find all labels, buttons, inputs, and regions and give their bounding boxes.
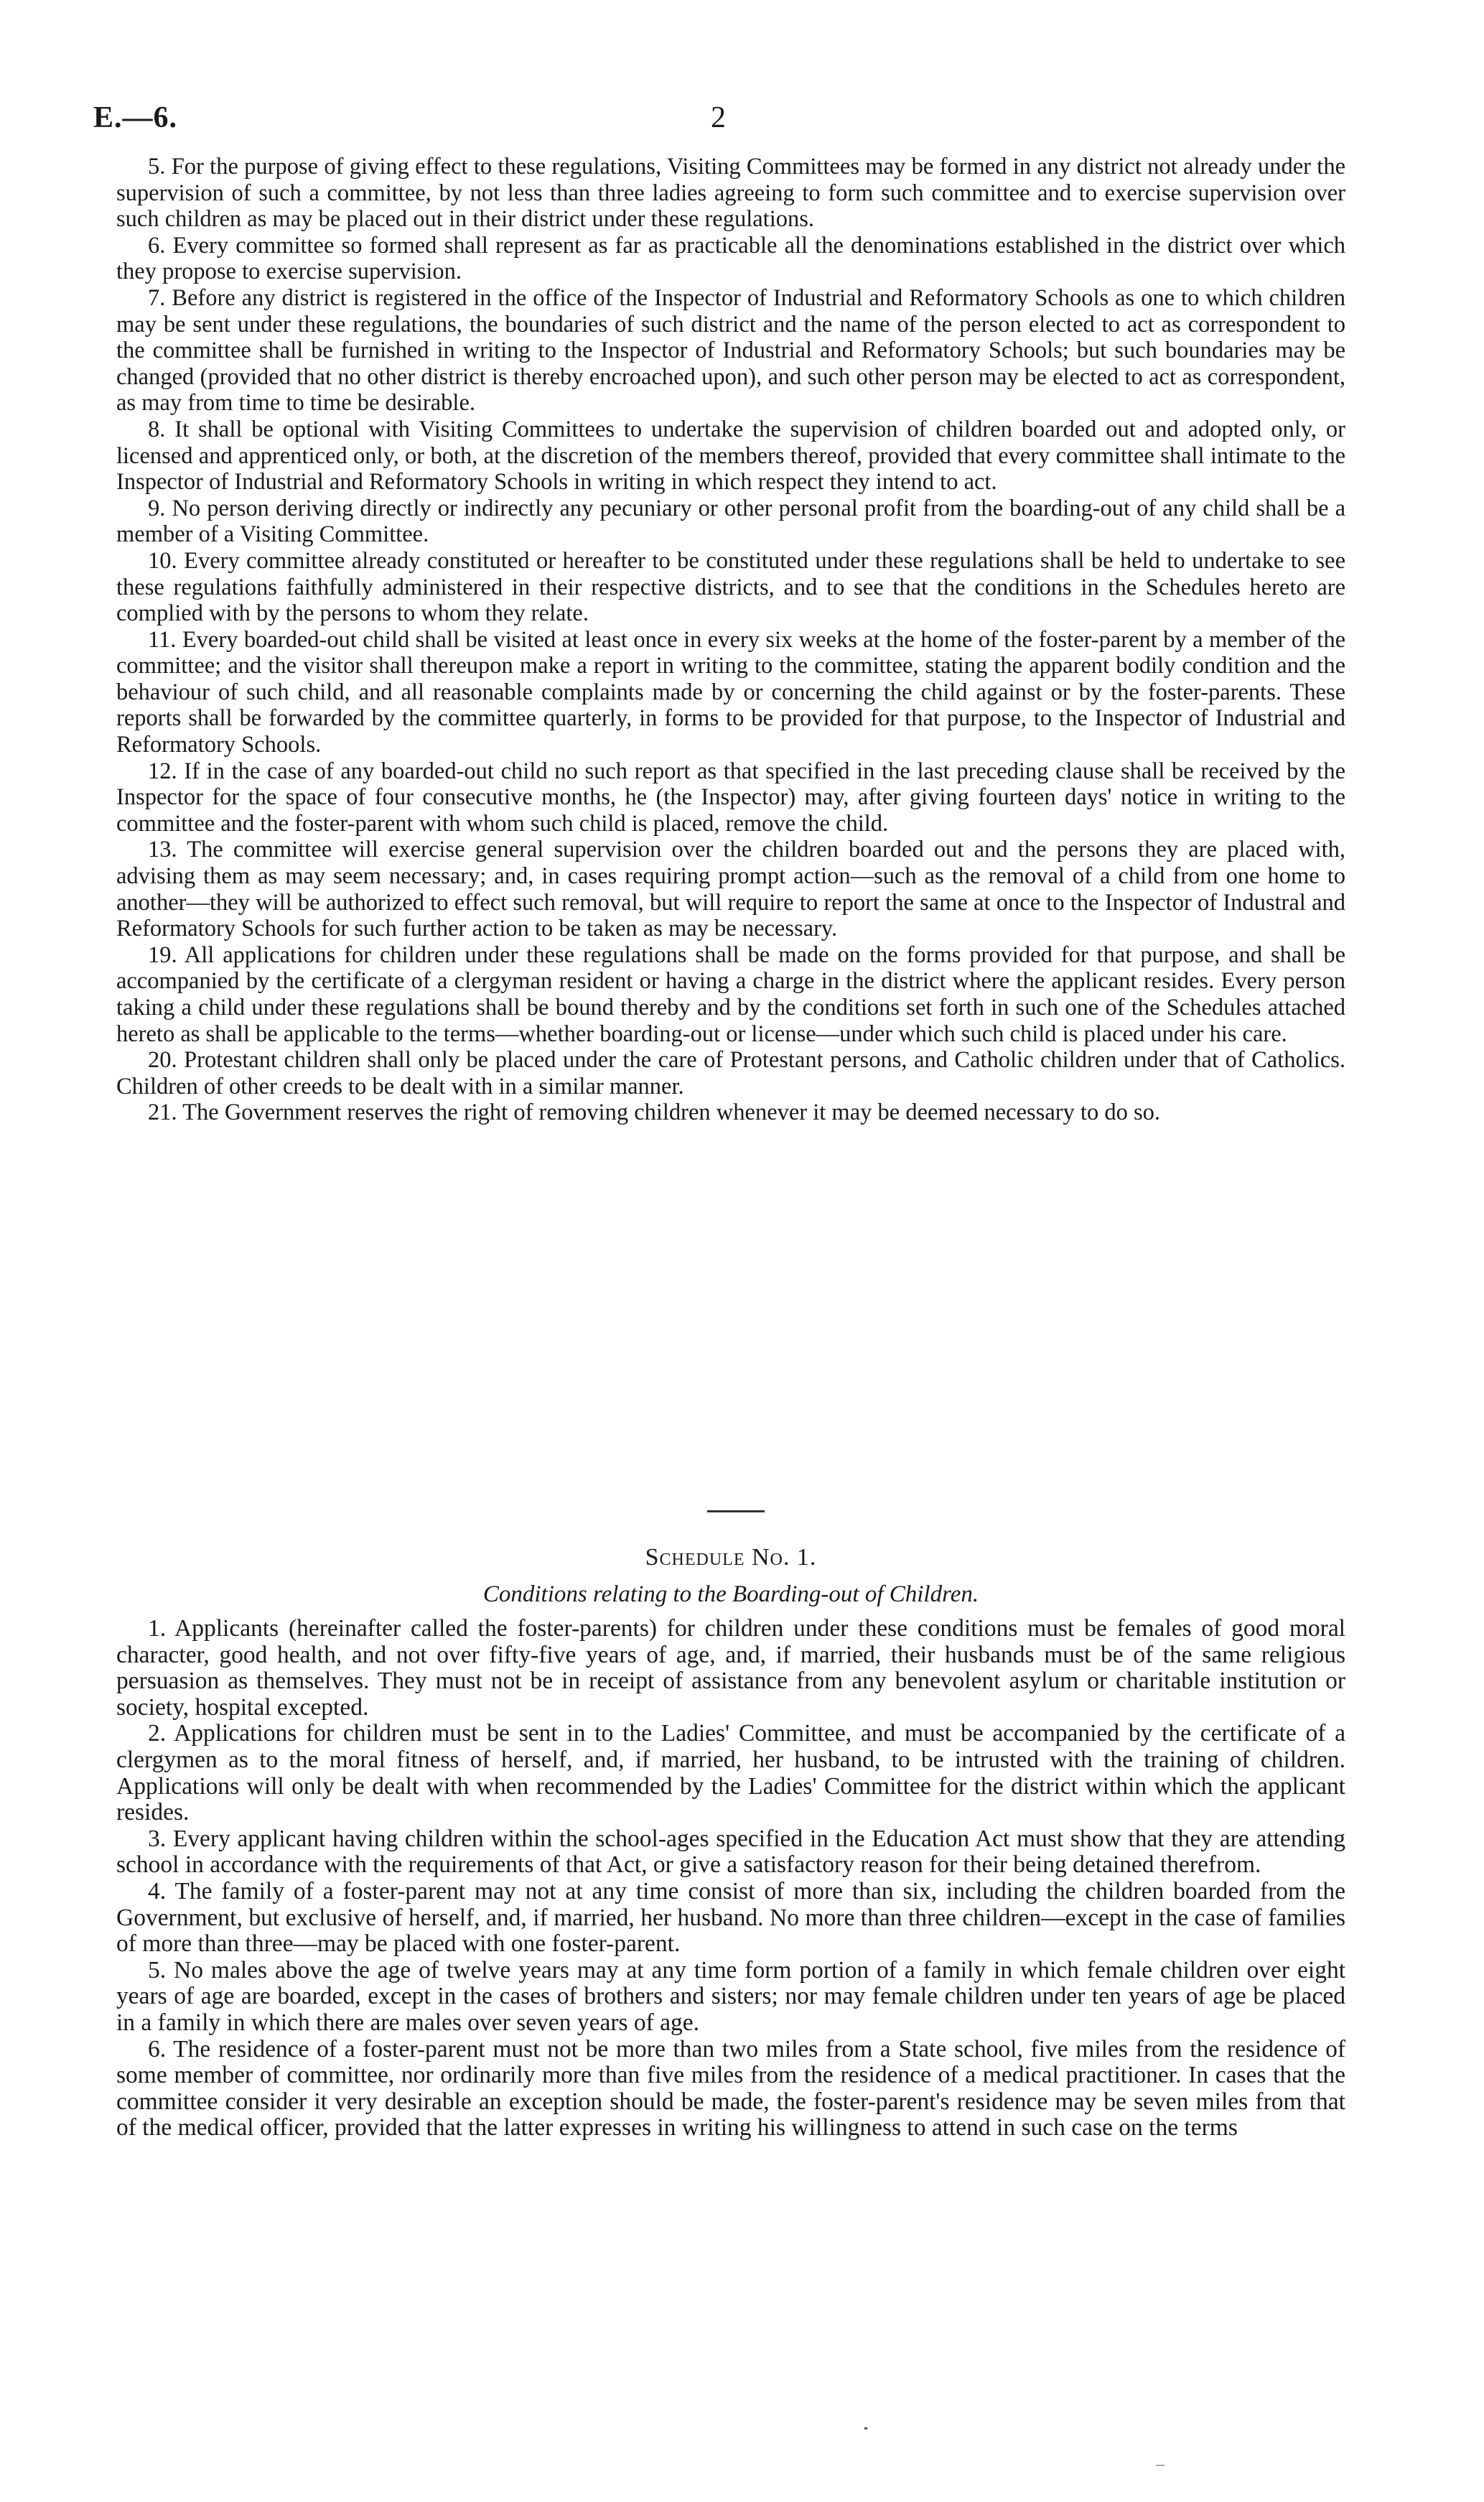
regulation-paragraph: 10. Every committee already constituted or hereafter to be constituted under these regulations shall be held to undertake to see these regulations faithfully administered in their respective districts, and to see that the conditions in the Schedules hereto are complied with by the persons to whom they relate. [116, 547, 1345, 627]
regulations-section [116, 154, 1345, 1126]
schedule-clause: 3. Every applicant having children within the school-ages specified in the Education Act must show that they are attending school in accordance with the requirements of that Act, or give a satisfactory reason for their being detained therefrom. [116, 1825, 1345, 1879]
regulation-paragraph: 19. All applications for children under these regulations shall be made on the forms provided for that purpose, and shall be accompanied by the certificate of a clergyman resident or having a charge in the district where the applicant resides. Every person taking a child under these regulations shall be bound thereby and by the conditions set forth in such one of the Schedules attached hereto as shall be applicable to the terms—whether boarding-out or license—under which such child is placed under his care. [116, 941, 1345, 1047]
section-divider [707, 1510, 765, 1512]
regulation-paragraph: 5. For the purpose of giving effect to these regulations, Visiting Committees may be formed in any district not already under the supervision of such a committee, by not less than three ladies agreeing to form such committee and to exercise supervision over such children as may be placed out in their district under these regulations. [116, 154, 1345, 233]
schedule-clause: 4. The family of a foster-parent may not at any time consist of more than six, including the children boarded from the Government, but exclusive of herself, and, if married, her husband. No more than three children—except in the case of families of more than three—may be placed with one foster-parent. [116, 1877, 1345, 1958]
schedule-clause: 1. Applicants (hereinafter called the foster-parents) for children under these conditions must be females of good moral character, good health, and not over fifty-five years of age, and, if married, their husbands must be of the same religious persuasion as themselves. They must not be in receipt of assistance from any benevolent asylum or charitable institution or society, hospital excepted. [116, 1615, 1345, 1721]
schedule-title: Schedule No. 1. [645, 1544, 817, 1571]
regulation-paragraph: 12. If in the case of any boarded-out child no such report as that specified in the last preceding clause shall be received by the Inspector for the space of four consecutive months, he (the Inspector) may, after giving fourteen days' notice in writing to the committee and the foster-parent with whom such child is placed, remove the child. [116, 758, 1345, 837]
scan-speck [1156, 2465, 1165, 2466]
regulation-paragraph: 11. Every boarded-out child shall be visited at least once in every six weeks at the home of the foster-parent by a member of the committee; and the visitor shall thereupon make a report in writing to the committee, stating the apparent bodily condition and the behaviour of such child, and all reasonable complaints made by or concerning the child against or by the foster-parents. These reports shall be forwarded by the committee quarterly, in forms to be provided for that purpose, to the Inspector of Industrial and Reformatory Schools. [116, 626, 1345, 758]
regulation-paragraph: 7. Before any district is registered in the office of the Inspector of Industrial and Reformatory Schools as one to which children may be sent under these regulations, the boundaries of such district and the name of the person elected to act as correspondent to the committee shall be furnished in writing to the Inspector of Industrial and Reformatory Schools; but such boundaries may be changed (provided that no other district is thereby encroached upon), and such other person may be elected to act as correspondent, as may from time to time be desirable. [116, 284, 1345, 417]
page-header [93, 101, 1371, 144]
scan-speck [864, 2427, 867, 2429]
regulation-paragraph: 21. The Government reserves the right of removing children whenever it may be deemed necessary to do so. [148, 1099, 1160, 1126]
regulation-paragraph: 9. No person deriving directly or indirectly any pecuniary or other personal profit from the boarding-out of any child shall be a member of a Visiting Committee. [116, 495, 1345, 548]
schedule-clause: 2. Applications for children must be sent in to the Ladies' Committee, and must be accompanied by the certificate of a clergymen as to the moral fitness of herself, and, if married, her husband, to be intrusted with the training of children. Applications will only be dealt with when recommended by the Ladies' Committee for the district within which the applicant resides. [116, 1720, 1345, 1826]
document-reference: E.—6. [93, 101, 178, 134]
regulation-paragraph: 8. It shall be optional with Visiting Committees to undertake the supervision of children boarded out and adopted only, or licensed and apprenticed only, or both, at the discretion of the members thereof, provided that every committee shall intimate to the Inspector of Industrial and Reformatory Schools in writing in which respect they intend to act. [116, 416, 1345, 496]
schedule-clause: 6. The residence of a foster-parent must not be more than two miles from a State school, five miles from the residence of some member of committee, nor ordinarily more than five miles from the residence of a medical practitioner. In cases that the committee consider it very desirable an exception should be made, the foster-parent's residence may be seven miles from that of the medical officer, provided that the latter expresses in writing his willingness to attend in such case on the terms [116, 2035, 1345, 2141]
page-number: 2 [711, 101, 726, 134]
schedule-conditions [116, 1616, 1345, 2141]
schedule-clause: 5. No males above the age of twelve years may at any time form portion of a family in which female children over eight years of age are boarded, except in the cases of brothers and sisters; nor may female children under ten years of age be placed in a family in which there are males over seven years of age. [116, 1956, 1345, 2036]
schedule-subtitle: Conditions relating to the Boarding-out of Children. [482, 1581, 979, 1607]
regulation-paragraph: 20. Protestant children shall only be placed under the care of Protestant persons, and Catholic children under that of Catholics. Children of other creeds to be dealt with in a similar manner. [116, 1047, 1345, 1099]
regulation-paragraph: 13. The committee will exercise general supervision over the children boarded out and the persons they are placed with, advising them as may seem necessary; and, in cases requiring prompt action—such as the removal of a child from one home to another—they will be authorized to effect such removal, but will require to report the same at once to the Inspector of Industral and Reformatory Schools for such further action to be taken as may be necessary. [116, 837, 1345, 942]
regulation-paragraph: 6. Every committee so formed shall represent as far as practicable all the denominations established in the district over which they propose to exercise supervision. [116, 232, 1345, 285]
